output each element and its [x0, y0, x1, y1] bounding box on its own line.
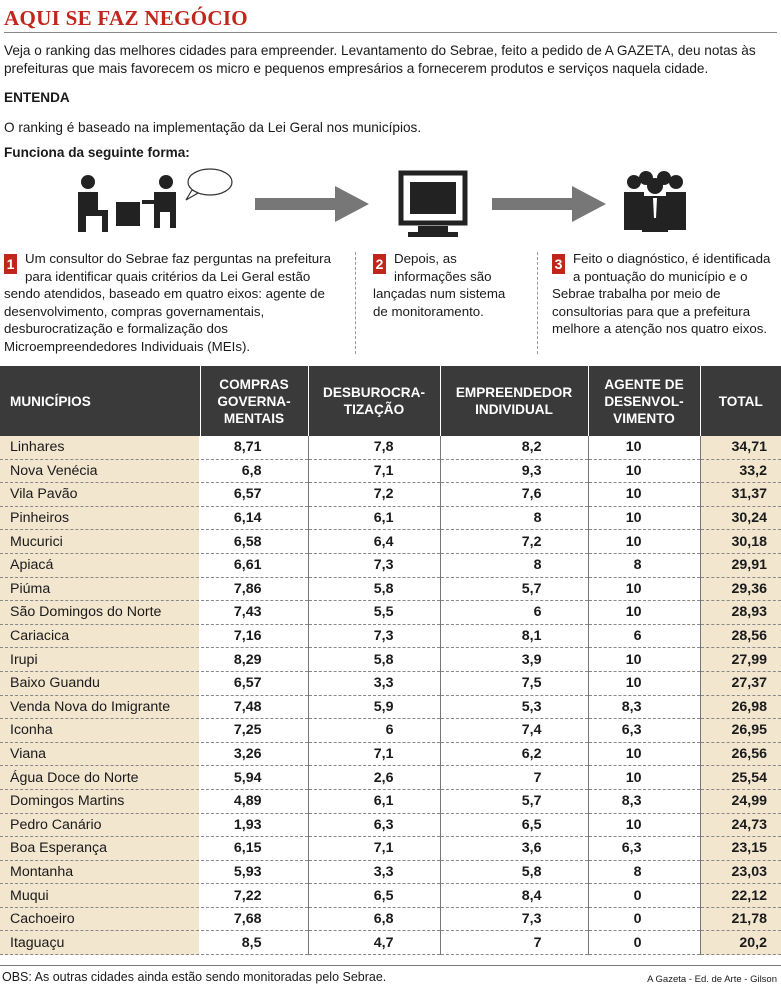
table-row: [0, 813, 781, 837]
table-header-row: [0, 366, 781, 436]
group-people-icon: [622, 170, 688, 239]
desburocratizacao-cell: 6,3: [308, 813, 440, 837]
table-row: [0, 601, 781, 625]
table-row: [0, 907, 781, 931]
agente-cell: 8,3: [588, 695, 700, 719]
arrow-right-icon: [492, 186, 607, 227]
compras-cell: 1,93: [200, 813, 308, 837]
empreendedor-cell: 7,2: [440, 530, 588, 554]
desburocratizacao-cell: 7,8: [308, 436, 440, 459]
city-cell: Domingos Martins: [0, 789, 200, 813]
desburocratizacao-cell: 6,5: [308, 884, 440, 908]
total-cell: 31,37: [700, 483, 781, 507]
divider: [537, 252, 538, 354]
step-number: 2: [373, 254, 386, 274]
agente-cell: 8,3: [588, 789, 700, 813]
city-cell: Pinheiros: [0, 506, 200, 530]
empreendedor-cell: 7,4: [440, 719, 588, 743]
total-cell: 26,56: [700, 742, 781, 766]
compras-cell: 7,16: [200, 624, 308, 648]
desburocratizacao-cell: 5,8: [308, 648, 440, 672]
header-compras: COMPRAS GOVERNA-MENTAIS: [200, 366, 308, 436]
compras-cell: 6,57: [200, 483, 308, 507]
header-total: TOTAL: [700, 366, 781, 436]
empreendedor-cell: 3,6: [440, 837, 588, 861]
agente-cell: 10: [588, 506, 700, 530]
desburocratizacao-cell: 7,3: [308, 553, 440, 577]
compras-cell: 4,89: [200, 789, 308, 813]
table-row: [0, 483, 781, 507]
funciona-heading: Funciona da seguinte forma:: [4, 145, 190, 160]
total-cell: 28,56: [700, 624, 781, 648]
compras-cell: 8,29: [200, 648, 308, 672]
total-cell: 33,2: [700, 459, 781, 483]
agente-cell: 10: [588, 671, 700, 695]
desburocratizacao-cell: 2,6: [308, 766, 440, 790]
credit: A Gazeta - Ed. de Arte - Gilson: [647, 974, 777, 985]
empreendedor-cell: 5,8: [440, 860, 588, 884]
monitor-icon: [398, 170, 468, 245]
city-cell: Pedro Canário: [0, 813, 200, 837]
intro-text: Veja o ranking das melhores cidades para empreender. Levantamento do Sebrae, feito a pedido de A GAZETA, deu notas às prefeituras que mais favorecem os micro e pequenos empresários a fornecerem produtos e serviços naquela cidade.: [4, 43, 756, 76]
step-3: [552, 250, 777, 338]
city-cell: Cariacica: [0, 624, 200, 648]
desburocratizacao-cell: 7,1: [308, 837, 440, 861]
table-row: [0, 436, 781, 459]
city-cell: Muqui: [0, 884, 200, 908]
header-agente: AGENTE DE DESENVOL-VIMENTO: [588, 366, 700, 436]
step-text: Depois, as informações são lançadas num sistema de monitoramento.: [373, 251, 506, 319]
city-cell: Vila Pavão: [0, 483, 200, 507]
table-row: [0, 553, 781, 577]
agente-cell: 10: [588, 530, 700, 554]
total-cell: 23,15: [700, 837, 781, 861]
city-cell: Apiacá: [0, 553, 200, 577]
total-cell: 25,54: [700, 766, 781, 790]
empreendedor-cell: 6: [440, 601, 588, 625]
total-cell: 29,36: [700, 577, 781, 601]
agente-cell: 10: [588, 436, 700, 459]
city-cell: Montanha: [0, 860, 200, 884]
compras-cell: 7,22: [200, 884, 308, 908]
total-cell: 26,98: [700, 695, 781, 719]
empreendedor-cell: 8,1: [440, 624, 588, 648]
compras-cell: 6,58: [200, 530, 308, 554]
compras-cell: 5,94: [200, 766, 308, 790]
compras-cell: 8,71: [200, 436, 308, 459]
empreendedor-cell: 7: [440, 766, 588, 790]
total-cell: 21,78: [700, 907, 781, 931]
city-cell: Água Doce do Norte: [0, 766, 200, 790]
empreendedor-cell: 7,3: [440, 907, 588, 931]
page-title: AQUI SE FAZ NEGÓCIO: [4, 6, 248, 30]
compras-cell: 7,68: [200, 907, 308, 931]
table-row: [0, 931, 781, 955]
desburocratizacao-cell: 7,3: [308, 624, 440, 648]
total-cell: 27,37: [700, 671, 781, 695]
empreendedor-cell: 7,6: [440, 483, 588, 507]
footer-divider: [0, 965, 781, 966]
desburocratizacao-cell: 7,1: [308, 742, 440, 766]
table-row: [0, 742, 781, 766]
agente-cell: 10: [588, 813, 700, 837]
total-cell: 23,03: [700, 860, 781, 884]
table-row: [0, 459, 781, 483]
step-text: Feito o diagnóstico, é identificada a pontuação do município e o Sebrae trabalha por meio de consultorias para que a prefeitura melhore a atenção nos quatro eixos.: [552, 251, 771, 336]
agente-cell: 10: [588, 577, 700, 601]
empreendedor-cell: 9,3: [440, 459, 588, 483]
agente-cell: 10: [588, 601, 700, 625]
empreendedor-cell: 8,4: [440, 884, 588, 908]
city-cell: São Domingos do Norte: [0, 601, 200, 625]
desburocratizacao-cell: 6,8: [308, 907, 440, 931]
city-cell: Itaguaçu: [0, 931, 200, 955]
desburocratizacao-cell: 7,2: [308, 483, 440, 507]
table-row: [0, 671, 781, 695]
compras-cell: 6,15: [200, 837, 308, 861]
city-cell: Nova Venécia: [0, 459, 200, 483]
desburocratizacao-cell: 6,1: [308, 789, 440, 813]
desburocratizacao-cell: 6: [308, 719, 440, 743]
header-empreendedor: EMPREENDEDOR INDIVIDUAL: [440, 366, 588, 436]
table-row: [0, 837, 781, 861]
desburocratizacao-cell: 5,9: [308, 695, 440, 719]
agente-cell: 10: [588, 459, 700, 483]
desburocratizacao-cell: 3,3: [308, 671, 440, 695]
desburocratizacao-cell: 3,3: [308, 860, 440, 884]
title-divider: [4, 32, 777, 33]
agente-cell: 10: [588, 742, 700, 766]
empreendedor-cell: 8: [440, 553, 588, 577]
compras-cell: 3,26: [200, 742, 308, 766]
obs-note: OBS: As outras cidades ainda estão sendo monitoradas pelo Sebrae.: [2, 970, 387, 984]
city-cell: Cachoeiro: [0, 907, 200, 931]
table-row: [0, 577, 781, 601]
step-number: 3: [552, 254, 565, 274]
total-cell: 30,24: [700, 506, 781, 530]
compras-cell: 6,61: [200, 553, 308, 577]
total-cell: 26,95: [700, 719, 781, 743]
step-text: Um consultor do Sebrae faz perguntas na prefeitura para identificar quais critérios da Lei Geral estão sendo atendidos, baseado em quatro eixos: agente de desenvolvimento, compras governamentais, desburocratização e formalização dos Microempreendedores Individuais (MEIs).: [4, 251, 332, 354]
table-row: [0, 766, 781, 790]
city-cell: Iconha: [0, 719, 200, 743]
step-1: [4, 250, 344, 355]
agente-cell: 0: [588, 907, 700, 931]
desburocratizacao-cell: 5,5: [308, 601, 440, 625]
total-cell: 27,99: [700, 648, 781, 672]
desburocratizacao-cell: 7,1: [308, 459, 440, 483]
header-municipios: MUNICÍPIOS: [0, 366, 200, 436]
table-row: [0, 789, 781, 813]
table-row: [0, 530, 781, 554]
empreendedor-cell: 8: [440, 506, 588, 530]
agente-cell: 6: [588, 624, 700, 648]
empreendedor-cell: 6,5: [440, 813, 588, 837]
compras-cell: 7,48: [200, 695, 308, 719]
city-cell: Piúma: [0, 577, 200, 601]
city-cell: Venda Nova do Imigrante: [0, 695, 200, 719]
step-number: 1: [4, 254, 17, 274]
total-cell: 20,2: [700, 931, 781, 955]
compras-cell: 5,93: [200, 860, 308, 884]
entenda-text: O ranking é baseado na implementação da Lei Geral nos municípios.: [4, 120, 422, 135]
step-2: [373, 250, 523, 320]
city-cell: Mucurici: [0, 530, 200, 554]
empreendedor-cell: 3,9: [440, 648, 588, 672]
empreendedor-cell: 7: [440, 931, 588, 955]
empreendedor-cell: 5,7: [440, 577, 588, 601]
compras-cell: 7,25: [200, 719, 308, 743]
compras-cell: 7,43: [200, 601, 308, 625]
city-cell: Viana: [0, 742, 200, 766]
city-cell: Boa Esperança: [0, 837, 200, 861]
desburocratizacao-cell: 5,8: [308, 577, 440, 601]
total-cell: 22,12: [700, 884, 781, 908]
agente-cell: 0: [588, 931, 700, 955]
agente-cell: 6,3: [588, 837, 700, 861]
compras-cell: 8,5: [200, 931, 308, 955]
table-row: [0, 884, 781, 908]
city-cell: Irupi: [0, 648, 200, 672]
empreendedor-cell: 6,2: [440, 742, 588, 766]
agente-cell: 6,3: [588, 719, 700, 743]
meeting-icon: [74, 166, 234, 243]
header-desburocratizacao: DESBUROCRA-TIZAÇÃO: [308, 366, 440, 436]
divider: [355, 252, 356, 354]
city-cell: Baixo Guandu: [0, 671, 200, 695]
total-cell: 29,91: [700, 553, 781, 577]
table-row: [0, 719, 781, 743]
total-cell: 24,99: [700, 789, 781, 813]
city-cell: Linhares: [0, 436, 200, 459]
agente-cell: 8: [588, 553, 700, 577]
total-cell: 24,73: [700, 813, 781, 837]
entenda-heading: ENTENDA: [4, 90, 70, 105]
agente-cell: 0: [588, 884, 700, 908]
table-row: [0, 648, 781, 672]
compras-cell: 7,86: [200, 577, 308, 601]
desburocratizacao-cell: 6,4: [308, 530, 440, 554]
table-row: [0, 624, 781, 648]
desburocratizacao-cell: 6,1: [308, 506, 440, 530]
ranking-table: [0, 366, 781, 955]
empreendedor-cell: 8,2: [440, 436, 588, 459]
empreendedor-cell: 5,3: [440, 695, 588, 719]
empreendedor-cell: 7,5: [440, 671, 588, 695]
compras-cell: 6,14: [200, 506, 308, 530]
agente-cell: 10: [588, 648, 700, 672]
desburocratizacao-cell: 4,7: [308, 931, 440, 955]
compras-cell: 6,57: [200, 671, 308, 695]
agente-cell: 10: [588, 483, 700, 507]
total-cell: 28,93: [700, 601, 781, 625]
total-cell: 30,18: [700, 530, 781, 554]
agente-cell: 10: [588, 766, 700, 790]
table-row: [0, 695, 781, 719]
table-row: [0, 860, 781, 884]
agente-cell: 8: [588, 860, 700, 884]
compras-cell: 6,8: [200, 459, 308, 483]
arrow-right-icon: [255, 186, 370, 227]
table-row: [0, 506, 781, 530]
total-cell: 34,71: [700, 436, 781, 459]
empreendedor-cell: 5,7: [440, 789, 588, 813]
